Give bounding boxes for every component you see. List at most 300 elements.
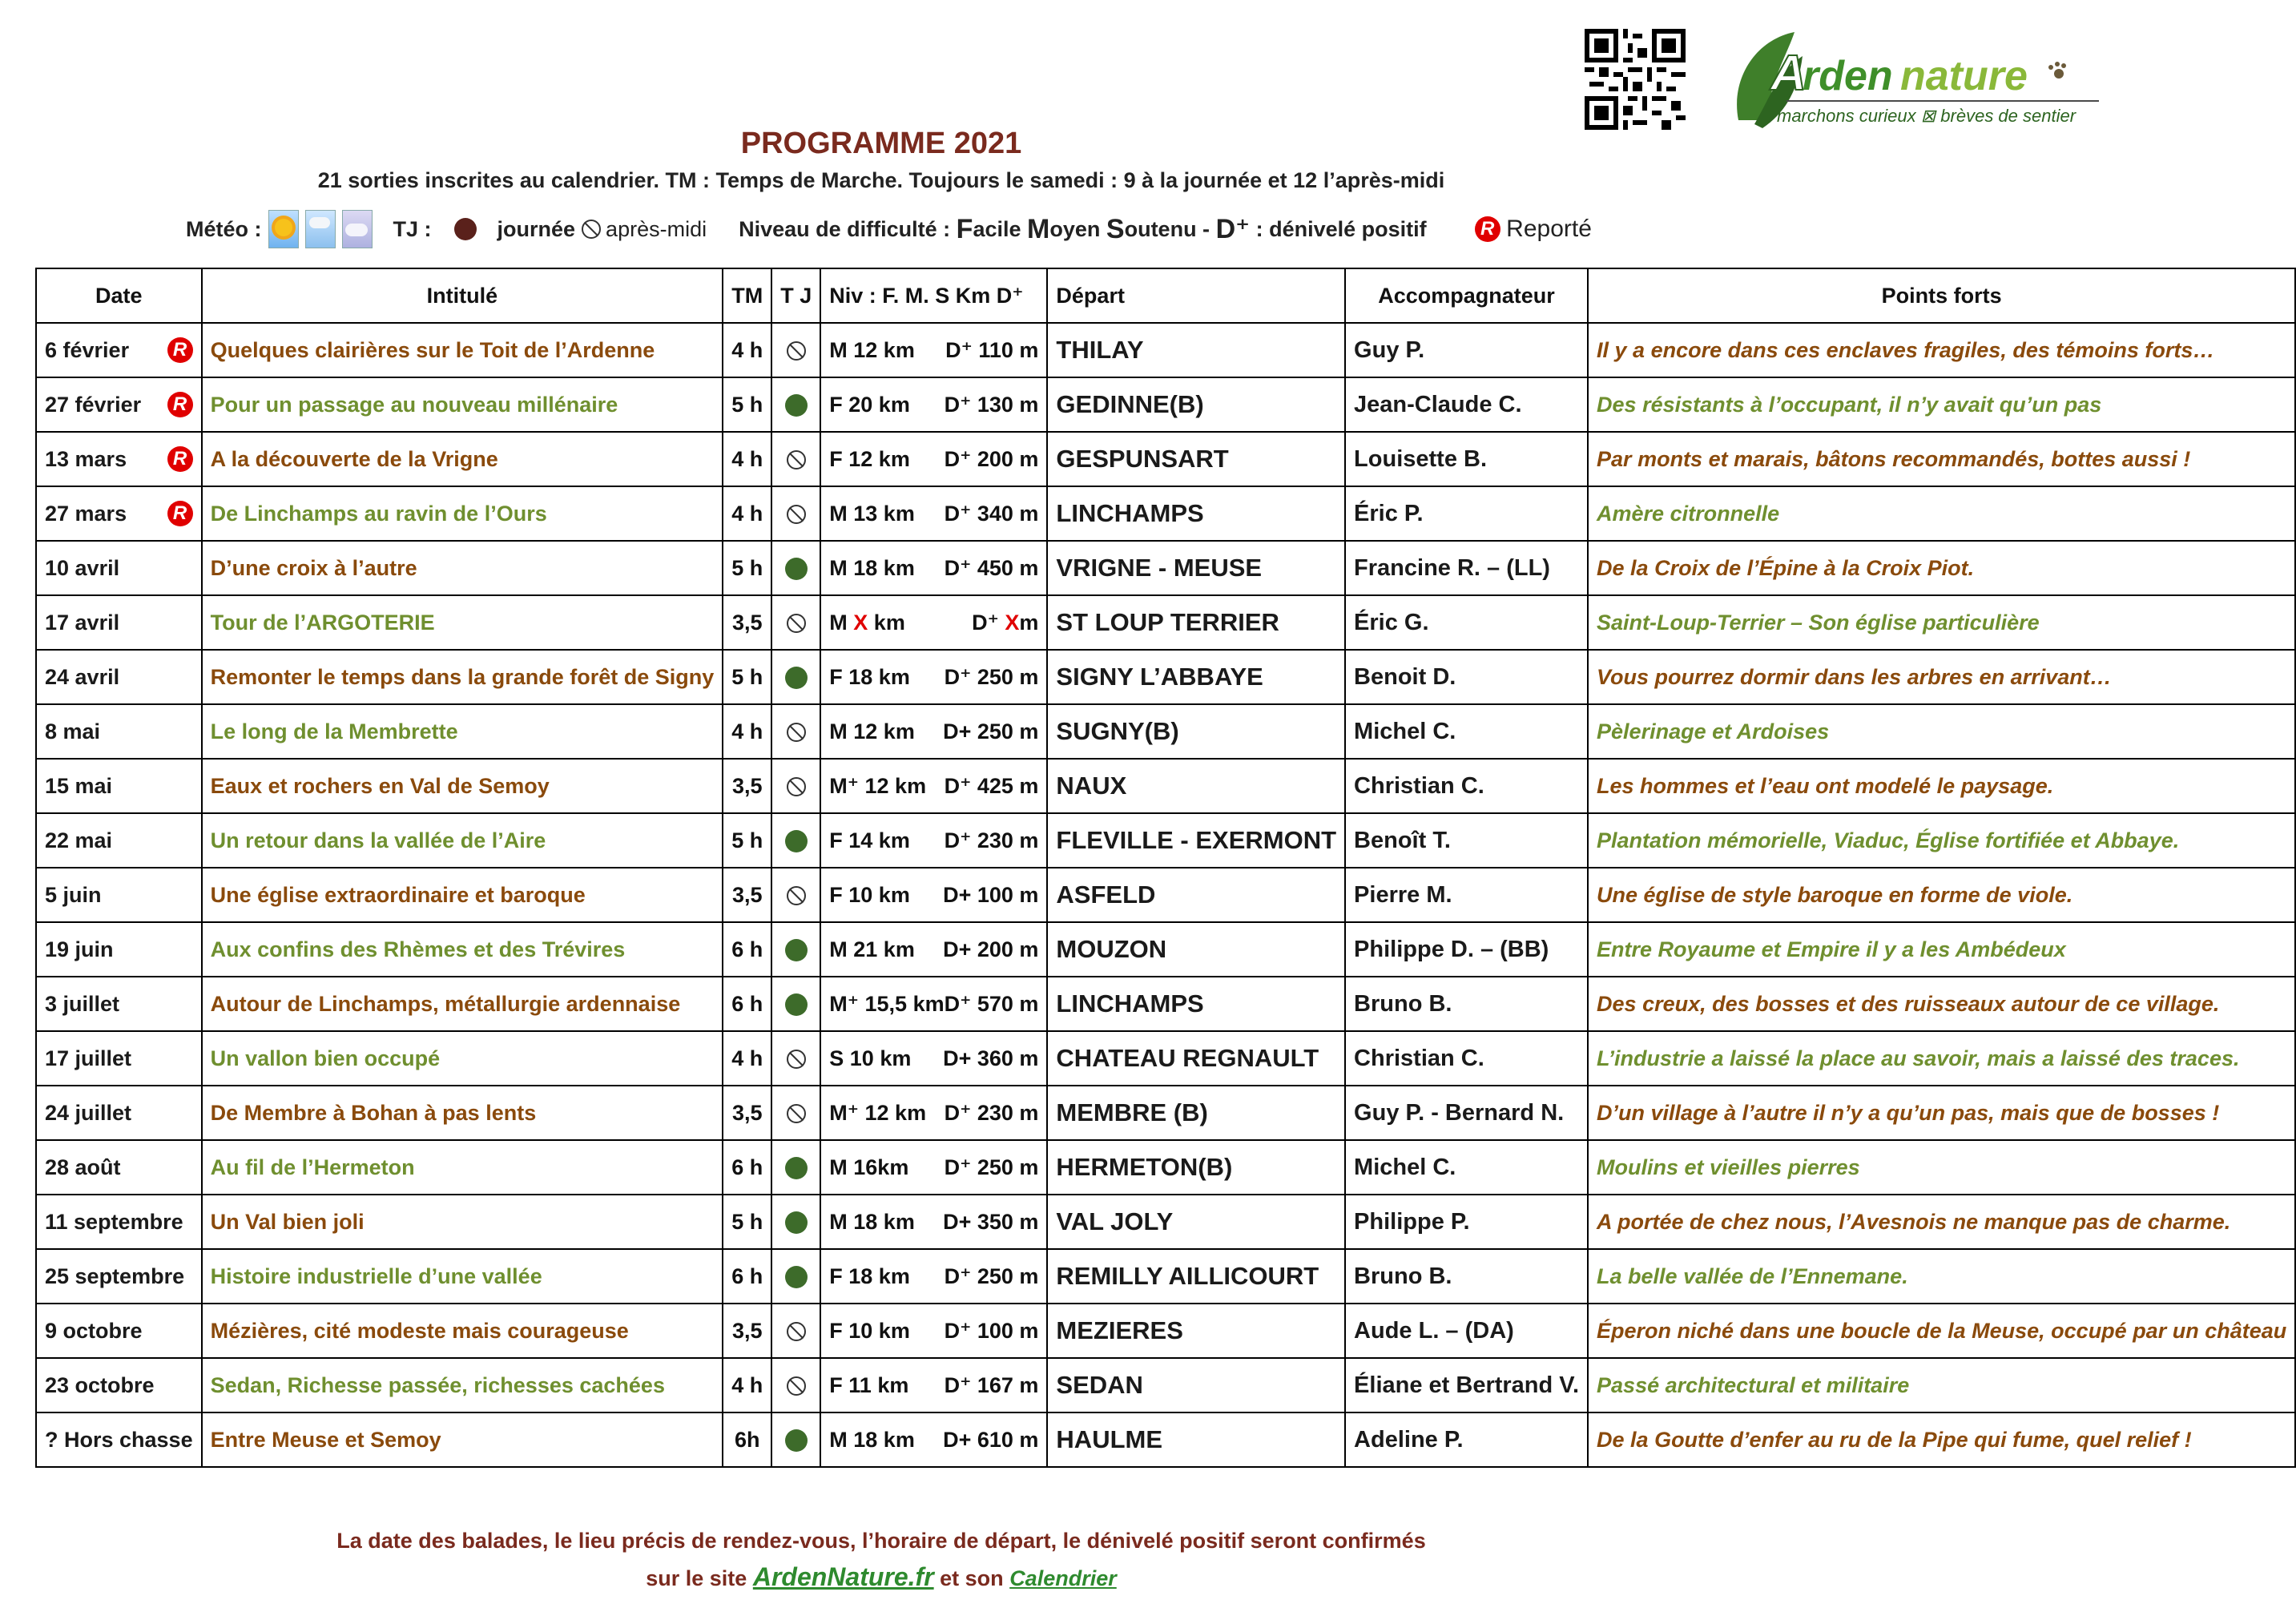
site-link[interactable]: ArdenNature.fr [752,1562,934,1591]
cloud-weather-icon [342,210,373,248]
cell-accompagnateur: Adeline P. [1345,1412,1588,1467]
level-f-initial: F [956,213,973,244]
cell-tm: 3,5 [723,1086,771,1140]
cell-depart: SEDAN [1047,1358,1345,1412]
full-day-dot-icon [785,1157,808,1179]
niv-dplus: D+ 100 m [943,882,1039,907]
cell-intitule: Remonter le temps dans la grande forêt de Signy [202,650,723,704]
table-row [36,650,2295,704]
cell-niveau [820,650,1047,704]
cell-accompagnateur: Bruno B. [1345,1249,1588,1304]
cell-intitule: Aux confins des Rhèmes et des Trévires [202,922,723,977]
cell-tj [771,323,820,377]
cell-accompagnateur: Benoit D. [1345,650,1588,704]
level-f-rest: acile [973,216,1021,241]
full-day-dot-icon [785,1429,808,1452]
table-row [36,1249,2295,1304]
niv-dplus: D⁺ 200 m [944,446,1039,471]
full-day-dot-icon [785,939,808,961]
cell-points-forts: Éperon niché dans une boucle de la Meuse, occupé par un château [1588,1304,2295,1358]
cell-date [36,1304,202,1358]
cell-tm: 5 h [723,813,771,868]
cell-date [36,704,202,759]
date-text: 10 avril [45,555,120,580]
cell-intitule: Un retour dans la vallée de l’Aire [202,813,723,868]
cell-tj [771,1031,820,1086]
cell-points-forts: Vous pourrez dormir dans les arbres en arrivant… [1588,650,2295,704]
table-row [36,486,2295,541]
half-day-icon [787,1322,806,1341]
cell-tm: 6 h [723,922,771,977]
date-text: 24 juillet [45,1100,132,1125]
table-row [36,1195,2295,1249]
cell-tj [771,922,820,977]
col-header-date: Date [36,268,202,323]
cell-tj [771,1412,820,1467]
cell-accompagnateur: Bruno B. [1345,977,1588,1031]
cell-depart: MEZIERES [1047,1304,1345,1358]
niv-km: F 18 km [829,1263,910,1288]
date-text: 17 avril [45,610,120,635]
date-text: 25 septembre [45,1263,185,1288]
niv-dplus: D⁺ 450 m [944,555,1039,580]
sun-weather-icon [268,210,299,248]
niv-dplus: D+ 250 m [943,719,1039,744]
calendar-link[interactable]: Calendrier [1009,1566,1117,1590]
cell-intitule: Pour un passage au nouveau millénaire [202,377,723,432]
niv-dplus: D⁺ 167 m [944,1372,1039,1397]
cell-accompagnateur: Michel C. [1345,1140,1588,1195]
full-day-dot-icon [785,830,808,852]
half-day-icon [787,614,806,633]
footer-mid: et son [940,1566,1004,1590]
table-row [36,813,2295,868]
half-day-icon [787,723,806,742]
half-day-icon [787,1050,806,1069]
cell-tm: 4 h [723,1031,771,1086]
cell-accompagnateur: Guy P. - Bernard N. [1345,1086,1588,1140]
cell-points-forts: La belle vallée de l’Ennemane. [1588,1249,2295,1304]
cell-tj [771,759,820,813]
cell-tj [771,1140,820,1195]
cell-niveau [820,759,1047,813]
niv-km: F 10 km [829,1318,910,1343]
cell-accompagnateur: Éric G. [1345,595,1588,650]
date-text: 3 juillet [45,991,120,1016]
table-row [36,1304,2295,1358]
niv-km: M 18 km [829,1209,915,1234]
niv-km: M 12 km [829,719,915,744]
niv-km: F 10 km [829,882,910,907]
niv-dplus: D⁺ 250 m [944,1155,1039,1179]
apres-midi-label: après-midi [606,216,707,241]
cell-tm: 3,5 [723,1304,771,1358]
page-subtitle: 21 sorties inscrites au calendrier. TM : Temps de Marche. Toujours le samedi : 9 à la journée et 12 l’après-midi [317,168,1445,192]
level-s-rest: outenu - [1124,216,1210,241]
cell-accompagnateur: Jean-Claude C. [1345,377,1588,432]
niv-dplus: D+ 610 m [943,1427,1039,1452]
reported-badge-icon: R [167,501,193,526]
cell-depart: NAUX [1047,759,1345,813]
niv-dplus: D⁺ 230 m [944,828,1039,852]
cell-points-forts: Il y a encore dans ces enclaves fragiles, des témoins forts… [1588,323,2295,377]
legend-bar [186,207,1592,252]
cell-points-forts: Moulins et vieilles pierres [1588,1140,2295,1195]
half-day-icon [787,1104,806,1123]
cell-intitule: Un vallon bien occupé [202,1031,723,1086]
cell-accompagnateur: Pierre M. [1345,868,1588,922]
cell-intitule: Mézières, cité modeste mais courageuse [202,1304,723,1358]
cell-tm: 6h [723,1412,771,1467]
niv-km: M 21 km [829,937,915,961]
full-day-dot-icon [785,993,808,1016]
niv-dplus: D⁺ 110 m [945,337,1039,362]
cell-niveau [820,977,1047,1031]
full-day-dot-icon [454,218,477,240]
page-title: PROGRAMME 2021 [740,127,1022,160]
col-header-niveau: Niv : F. M. S Km D⁺ [820,268,1047,323]
cell-points-forts: Par monts et marais, bâtons recommandés, bottes aussi ! [1588,432,2295,486]
cell-accompagnateur: Philippe D. – (BB) [1345,922,1588,977]
niveau-label: Niveau de difficulté : [739,216,951,241]
cell-intitule: Entre Meuse et Semoy [202,1412,723,1467]
cell-tj [771,432,820,486]
dplus-rest: : dénivelé positif [1255,216,1427,241]
cell-intitule: Sedan, Richesse passée, richesses cachées [202,1358,723,1412]
journee-label: journée [497,216,576,241]
half-day-icon [787,886,806,905]
cell-niveau [820,922,1047,977]
date-text: 22 mai [45,828,113,852]
ardennature-logo[interactable] [1722,24,2107,136]
niv-dplus: D⁺ 130 m [944,392,1039,417]
cell-intitule: Autour de Linchamps, métallurgie ardennaise [202,977,723,1031]
reported-badge-icon: R [1475,216,1500,242]
cell-date [36,1195,202,1249]
cell-intitule: De Linchamps au ravin de l’Ours [202,486,723,541]
full-day-dot-icon [785,667,808,689]
svg-text:nature: nature [1900,53,2028,99]
logo-tagline: marchons curieux ⊠ brèves de sentier [1777,106,2076,126]
cell-depart: ST LOUP TERRIER [1047,595,1345,650]
cell-depart: THILAY [1047,323,1345,377]
cell-tm: 3,5 [723,759,771,813]
cell-tm: 5 h [723,650,771,704]
half-day-icon [787,341,806,361]
date-text: ? Hors chasse [45,1427,193,1452]
niv-dplus: D⁺ 570 m [944,991,1039,1016]
table-row [36,1140,2295,1195]
cell-points-forts: De la Goutte d’enfer au ru de la Pipe qui fume, quel relief ! [1588,1412,2295,1467]
cell-niveau [820,377,1047,432]
cell-points-forts: Amère citronnelle [1588,486,2295,541]
rain-weather-icon [305,210,336,248]
cell-intitule: Tour de l’ARGOTERIE [202,595,723,650]
niv-dplus: D+ 360 m [943,1046,1039,1070]
cell-tj [771,977,820,1031]
cell-intitule: Eaux et rochers en Val de Semoy [202,759,723,813]
niv-dplus: D+ 200 m [943,937,1039,961]
cell-tj [771,1358,820,1412]
cell-date [36,541,202,595]
full-day-dot-icon [785,394,808,417]
cell-intitule: A la découverte de la Vrigne [202,432,723,486]
reported-badge-icon: R [167,392,193,417]
cell-points-forts: Saint-Loup-Terrier – Son église particulière [1588,595,2295,650]
cell-date [36,650,202,704]
cell-intitule: Un Val bien joli [202,1195,723,1249]
half-day-icon [582,220,601,239]
niv-km: M 13 km [829,501,915,526]
cell-points-forts: L’industrie a laissé la place au savoir, mais a laissé des traces. [1588,1031,2295,1086]
date-text: 8 mai [45,719,101,744]
cell-points-forts: Des résistants à l’occupant, il n’y avait qu’un pas [1588,377,2295,432]
cell-niveau [820,595,1047,650]
half-day-icon [787,450,806,469]
cell-intitule: Quelques clairières sur le Toit de l’Ardenne [202,323,723,377]
full-day-dot-icon [785,558,808,580]
cell-date [36,486,202,541]
cell-depart: GEDINNE(B) [1047,377,1345,432]
niv-km: M 16km [829,1155,909,1179]
cell-tm: 6 h [723,977,771,1031]
cell-intitule: Au fil de l’Hermeton [202,1140,723,1195]
cell-date [36,323,202,377]
table-row [36,1358,2295,1412]
niv-dplus: D⁺ Xm [972,610,1039,635]
niv-km: M X km [829,610,905,635]
cell-date [36,595,202,650]
cell-depart: LINCHAMPS [1047,486,1345,541]
cell-tj [771,486,820,541]
table-row [36,595,2295,650]
cell-points-forts: De la Croix de l’Épine à la Croix Piot. [1588,541,2295,595]
footer-note: La date des balades, le lieu précis de rendez-vous, l’horaire de départ, le dénivelé positif seront confirmés [336,1529,1426,1553]
niv-km: M 12 km [829,337,915,362]
cell-depart: VRIGNE - MEUSE [1047,541,1345,595]
niv-km: S 10 km [829,1046,912,1070]
col-header-tj: T J [771,268,820,323]
table-row [36,704,2295,759]
table-row [36,868,2295,922]
cell-points-forts: Plantation mémorielle, Viaduc, Église fortifiée et Abbaye. [1588,813,2295,868]
cell-accompagnateur: Philippe P. [1345,1195,1588,1249]
date-text: 19 juin [45,937,114,961]
qr-code[interactable] [1585,29,1686,130]
date-text: 6 février [45,337,130,362]
date-text: 5 juin [45,882,102,907]
niv-km: M⁺ 12 km [829,773,927,798]
cell-tm: 3,5 [723,868,771,922]
cell-intitule: D’une croix à l’autre [202,541,723,595]
cell-tj [771,1195,820,1249]
cell-niveau [820,323,1047,377]
meteo-label: Météo : [186,216,262,241]
footer-pre: sur le site [646,1566,747,1590]
tj-label: TJ : [393,216,432,241]
cell-tm: 6 h [723,1140,771,1195]
niv-km: F 18 km [829,664,910,689]
date-text: 27 mars [45,501,127,526]
cell-tj [771,868,820,922]
niv-dplus: D⁺ 100 m [944,1318,1039,1343]
level-m-rest: oyen [1049,216,1101,241]
cell-points-forts: Entre Royaume et Empire il y a les Ambédeux [1588,922,2295,977]
col-header-intitule: Intitulé [202,268,723,323]
cell-tm: 4 h [723,486,771,541]
date-text: 28 août [45,1155,121,1179]
cell-date [36,377,202,432]
niv-dplus: D⁺ 340 m [944,501,1039,526]
col-header-accompagnateur: Accompagnateur [1345,268,1588,323]
cell-niveau [820,1249,1047,1304]
reported-badge-icon: R [167,446,193,472]
cell-accompagnateur: Éric P. [1345,486,1588,541]
cell-tj [771,1304,820,1358]
niv-km: M⁺ 12 km [829,1100,927,1125]
cell-date [36,759,202,813]
cell-tm: 4 h [723,1358,771,1412]
half-day-icon [787,777,806,796]
table-row [36,977,2295,1031]
niv-dplus: D⁺ 250 m [944,1263,1039,1288]
cell-niveau [820,868,1047,922]
level-s-initial: S [1106,213,1125,244]
cell-tj [771,1086,820,1140]
cell-niveau [820,1086,1047,1140]
cell-depart: VAL JOLY [1047,1195,1345,1249]
cell-tm: 4 h [723,432,771,486]
niv-dplus: D⁺ 425 m [944,773,1039,798]
cell-niveau [820,541,1047,595]
svg-text:A: A [1770,46,1807,101]
cell-accompagnateur: Éliane et Bertrand V. [1345,1358,1588,1412]
cell-tj [771,541,820,595]
date-text: 13 mars [45,446,127,471]
cell-niveau [820,1031,1047,1086]
cell-intitule: Une église extraordinaire et baroque [202,868,723,922]
cell-accompagnateur: Guy P. [1345,323,1588,377]
cell-accompagnateur: Louisette B. [1345,432,1588,486]
niv-dplus: D⁺ 230 m [944,1100,1039,1125]
cell-accompagnateur: Aude L. – (DA) [1345,1304,1588,1358]
niv-dplus: D+ 350 m [943,1209,1039,1234]
cell-accompagnateur: Francine R. – (LL) [1345,541,1588,595]
date-text: 27 février [45,392,142,417]
cell-date [36,1140,202,1195]
cell-points-forts: Pèlerinage et Ardoises [1588,704,2295,759]
cell-depart: CHATEAU REGNAULT [1047,1031,1345,1086]
cell-niveau [820,432,1047,486]
svg-text:rden: rden [1803,53,1893,99]
cell-niveau [820,813,1047,868]
table-row [36,922,2295,977]
date-text: 23 octobre [45,1372,155,1397]
cell-date [36,1031,202,1086]
col-header-tm: TM [723,268,771,323]
cell-intitule: Histoire industrielle d’une vallée [202,1249,723,1304]
niv-km: F 11 km [829,1372,909,1397]
cell-depart: FLEVILLE - EXERMONT [1047,813,1345,868]
niv-km: M 18 km [829,555,915,580]
full-day-dot-icon [785,1211,808,1234]
cell-depart: SUGNY(B) [1047,704,1345,759]
table-row [36,1031,2295,1086]
col-header-points-forts: Points forts [1588,268,2295,323]
cell-points-forts: Des creux, des bosses et des ruisseaux autour de ce village. [1588,977,2295,1031]
cell-date [36,1086,202,1140]
cell-tm: 5 h [723,541,771,595]
niv-dplus: D⁺ 250 m [944,664,1039,689]
table-row [36,377,2295,432]
cell-tj [771,704,820,759]
date-text: 9 octobre [45,1318,143,1343]
niv-km: F 12 km [829,446,910,471]
table-row [36,432,2295,486]
date-text: 11 septembre [45,1209,183,1234]
cell-intitule: De Membre à Bohan à pas lents [202,1086,723,1140]
cell-points-forts: Une église de style baroque en forme de viole. [1588,868,2295,922]
table-row [36,323,2295,377]
level-m-initial: M [1027,213,1050,244]
program-table [35,268,2296,1468]
niv-km: F 14 km [829,828,910,852]
cell-niveau [820,1140,1047,1195]
niv-km: M⁺ 15,5 km [829,991,945,1016]
cell-depart: MOUZON [1047,922,1345,977]
cell-date [36,868,202,922]
cell-date [36,432,202,486]
cell-depart: HERMETON(B) [1047,1140,1345,1195]
date-text: 15 mai [45,773,113,798]
niv-km: F 20 km [829,392,910,417]
cell-depart: REMILLY AILLICOURT [1047,1249,1345,1304]
cell-depart: ASFELD [1047,868,1345,922]
table-row [36,1086,2295,1140]
date-text: 17 juillet [45,1046,132,1070]
cell-accompagnateur: Benoît T. [1345,813,1588,868]
cell-niveau [820,704,1047,759]
cell-tj [771,595,820,650]
cell-depart: HAULME [1047,1412,1345,1467]
cell-tm: 6 h [723,1249,771,1304]
table-row [36,541,2295,595]
cell-tm: 4 h [723,323,771,377]
cell-tj [771,377,820,432]
cell-niveau [820,1358,1047,1412]
half-day-icon [787,505,806,524]
cell-date [36,1412,202,1467]
cell-niveau [820,1304,1047,1358]
cell-tj [771,650,820,704]
cell-depart: GESPUNSART [1047,432,1345,486]
cell-accompagnateur: Michel C. [1345,704,1588,759]
table-row [36,759,2295,813]
cell-date [36,813,202,868]
cell-niveau [820,1195,1047,1249]
cell-date [36,1249,202,1304]
niv-km: M 18 km [829,1427,915,1452]
cell-points-forts: D’un village à l’autre il n’y a qu’un pas, mais que de bosses ! [1588,1086,2295,1140]
cell-points-forts: Les hommes et l’eau ont modelé le paysage. [1588,759,2295,813]
cell-tj [771,813,820,868]
cell-tm: 5 h [723,377,771,432]
dplus-initial: D⁺ [1215,214,1251,244]
reported-badge-icon: R [167,337,193,363]
cell-tm: 5 h [723,1195,771,1249]
cell-intitule: Le long de la Membrette [202,704,723,759]
cell-tj [771,1249,820,1304]
